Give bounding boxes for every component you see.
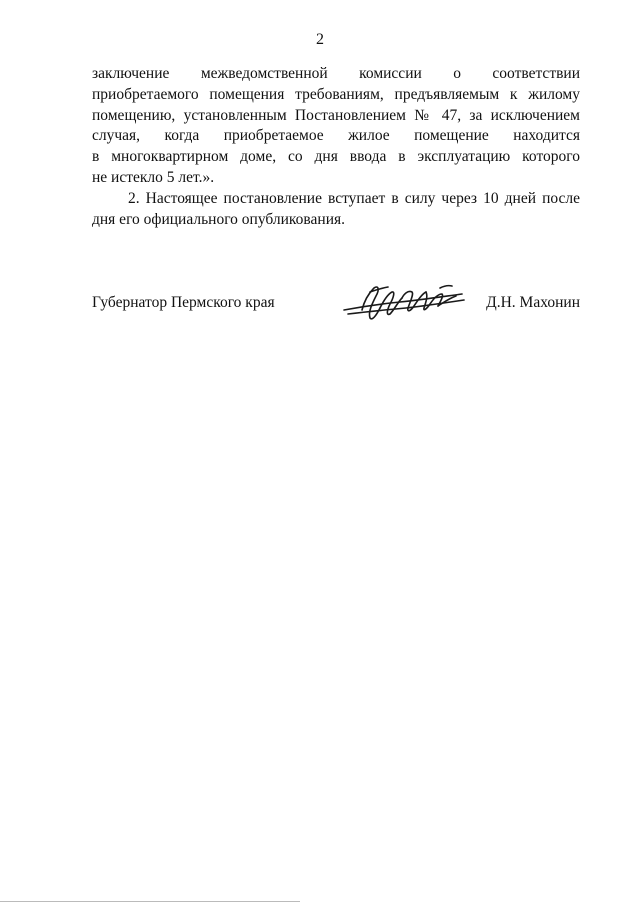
signer-name: Д.Н. Махонин (486, 294, 580, 311)
signature-block (92, 294, 580, 324)
text-line: заключение межведомственной комиссии о соответствии (92, 65, 580, 82)
paragraph-conclusion (92, 64, 580, 189)
text-line: дня его официального опубликования. (92, 210, 346, 228)
text-line: не истекло 5 лет.». (92, 168, 215, 186)
document-body (92, 64, 580, 230)
text-line: случая, когда приобретаемое жилое помещение находится (92, 127, 580, 145)
scan-edge-line (0, 901, 300, 902)
text-line: в многоквартирном доме, со дня ввода в эксплуатацию которого (92, 148, 580, 166)
text-line: помещению, установленным Постановлением № 47, за исключением (92, 106, 580, 124)
text-line: 2. Настоящее постановление вступает в силу через 10 дней после (128, 189, 580, 207)
text-line: приобретаемого помещения требованиям, предъявляемым к жилому (92, 85, 580, 103)
page-number: 2 (316, 31, 324, 48)
paragraph-entry-into-force (92, 189, 580, 231)
handwritten-signature (340, 280, 470, 324)
signer-position: Губернатор Пермского края (92, 294, 275, 311)
